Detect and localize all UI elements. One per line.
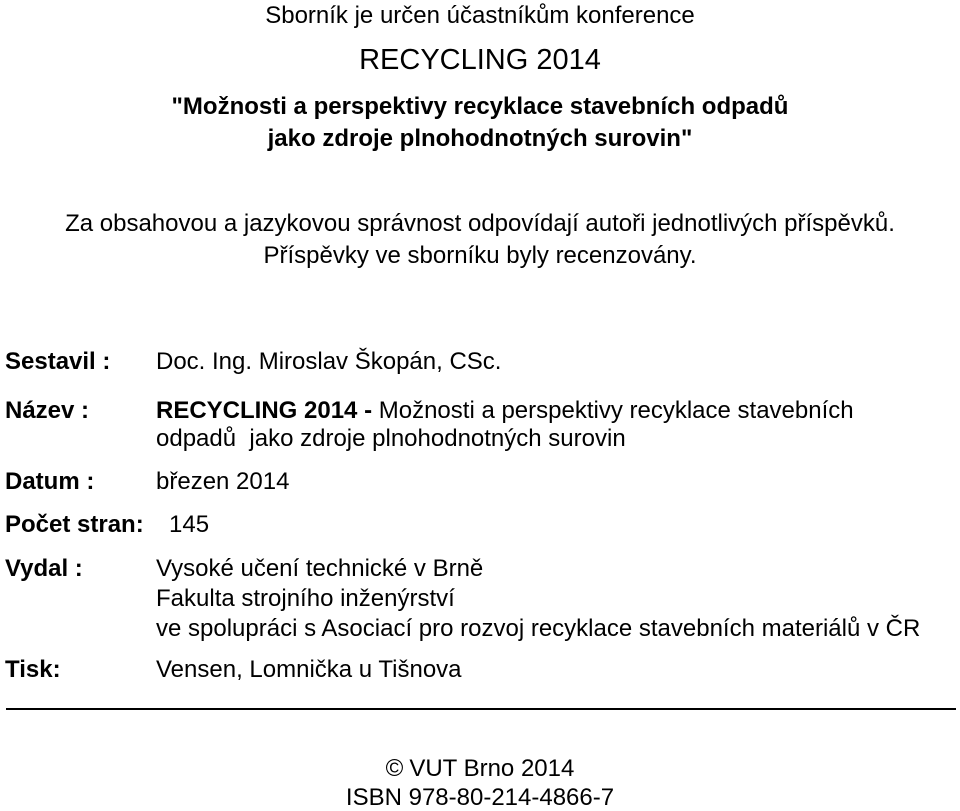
publisher-line-2: Fakulta strojního inženýrství: [156, 585, 455, 612]
compiler-label: Sestavil :: [5, 348, 111, 375]
publisher-line-1: Vysoké učení technické v Brně: [156, 555, 484, 582]
copyright-text: VUT Brno 2014: [409, 755, 575, 782]
date-label: Datum :: [5, 468, 95, 495]
title-value-bold: RECYCLING 2014 -: [156, 397, 373, 424]
print-value: Vensen, Lomnička u Tišnova: [156, 656, 462, 683]
title-label: Název :: [5, 397, 90, 424]
pages-value: 145: [169, 511, 210, 538]
copyright-icon: ©: [385, 755, 404, 782]
publisher-label: Vydal :: [5, 555, 83, 582]
subtitle-line-1: "Možnosti a perspektivy recyklace stavebních odpadů: [171, 93, 789, 120]
isbn: ISBN 978-80-214-4866-7: [345, 784, 615, 811]
notice-line-1: Za obsahovou a jazykovou správnost odpovídají autoři jednotlivých příspěvků.: [65, 210, 895, 237]
print-label: Tisk:: [5, 656, 61, 683]
copyright-line: [0, 757, 960, 781]
subtitle-line-2: jako zdroje plnohodnotných surovin": [267, 125, 693, 152]
conference-title: RECYCLING 2014: [359, 44, 601, 76]
publisher-line-3: ve spolupráci s Asociací pro rozvoj recyklace stavebních materiálů v ČR: [156, 615, 921, 642]
title-value-text: Možnosti a perspektivy recyklace stavebních: [378, 397, 854, 424]
notice-line-2: Příspěvky ve sborníku byly recenzovány.: [263, 242, 697, 269]
pages-label: Počet stran:: [5, 511, 144, 538]
compiler-value: Doc. Ing. Miroslav Škopán, CSc.: [156, 348, 502, 375]
intro-text: Sborník je určen účastníkům konference: [265, 2, 695, 29]
divider: [6, 708, 956, 710]
title-value-line-1: [156, 399, 854, 423]
date-value: březen 2014: [156, 468, 290, 495]
title-value-line-2: odpadů jako zdroje plnohodnotných surovin: [156, 425, 626, 452]
